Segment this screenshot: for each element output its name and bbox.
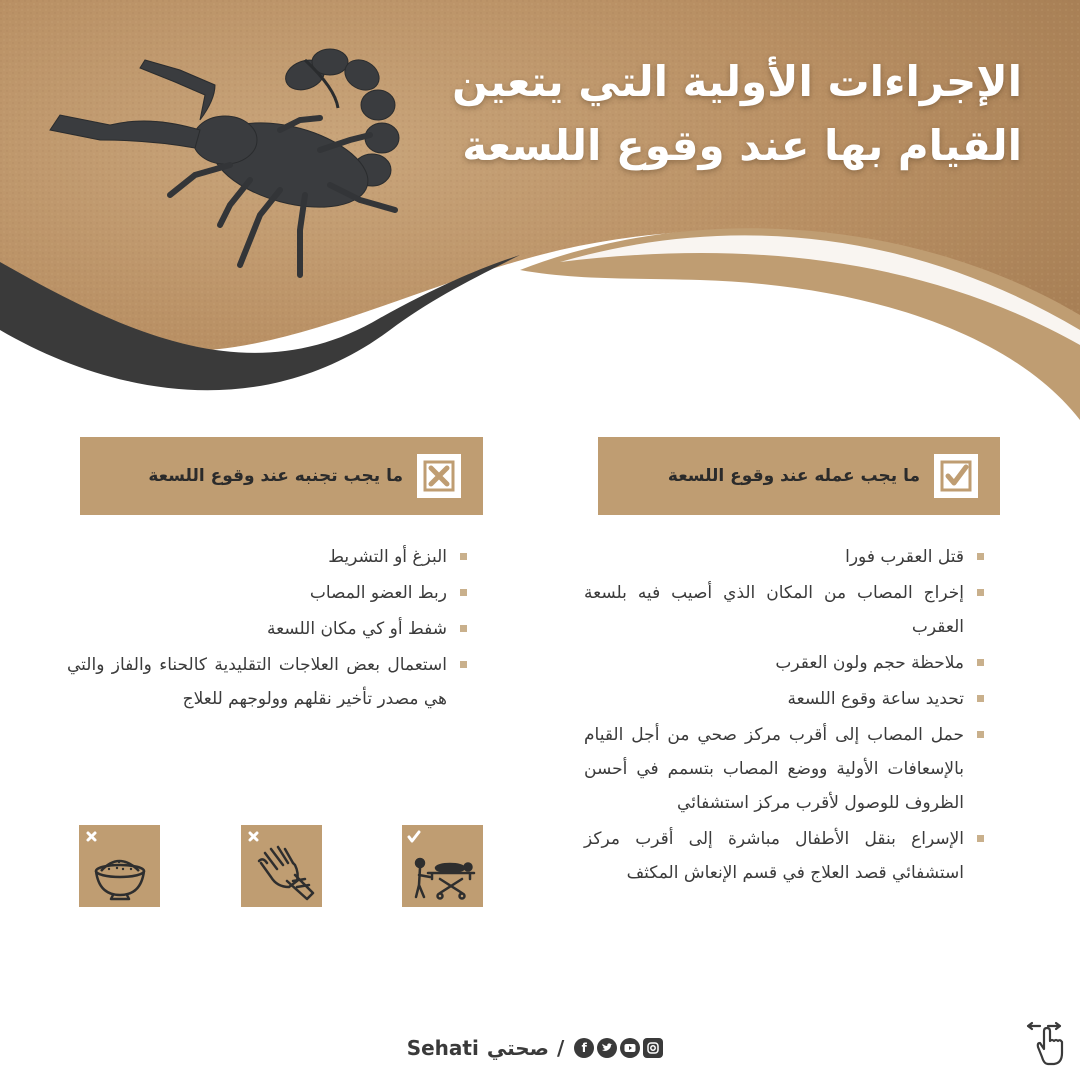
list-item <box>67 540 467 574</box>
bullet-marker <box>460 661 467 668</box>
bullet-marker <box>977 553 984 560</box>
list-item-text: حمل المصاب إلى أقرب مركز صحي من أجل القيام بالإسعافات الأولية ووضع المصاب بتسمم في أحسن الظروف للوصول لأقرب مركز استشفائي <box>584 725 964 813</box>
swipe-hand-icon[interactable] <box>1026 1017 1072 1067</box>
avoid-section-title: ما يجب تجنبه عند وقوع اللسعة <box>148 466 403 486</box>
list-item-text: تحديد ساعة وقوع اللسعة <box>787 689 964 709</box>
list-item-text: البزغ أو التشريط <box>328 547 447 567</box>
list-item-text: شفط أو كي مكان اللسعة <box>267 619 447 639</box>
checkbox-checked-icon <box>934 454 978 498</box>
list-item-text: استعمال بعض العلاجات التقليدية كالحناء والفاز والتي هي مصدر تأخير نقلهم وولوجهم للعلاج <box>67 655 447 709</box>
page-title <box>402 50 1022 178</box>
list-item-text: إخراج المصاب من المكان الذي أصيب فيه بلسعة العقرب <box>584 583 964 637</box>
list-item <box>584 646 984 680</box>
bullet-marker <box>460 589 467 596</box>
checkbox-cross-icon <box>417 454 461 498</box>
list-item <box>584 822 984 890</box>
do-section-title: ما يجب عمله عند وقوع اللسعة <box>667 466 920 486</box>
avoid-list <box>67 540 467 718</box>
list-item-text: قتل العقرب فورا <box>845 547 964 567</box>
list-item <box>584 540 984 574</box>
brand-latin: Sehati <box>406 1036 479 1060</box>
list-item-text: ربط العضو المصاب <box>309 583 447 603</box>
stretcher-tile <box>402 825 483 907</box>
hand-tie-tile <box>241 825 322 907</box>
hero-banner <box>0 0 1080 430</box>
list-item <box>584 576 984 644</box>
brand <box>407 1036 565 1060</box>
hand-tie-icon <box>241 825 322 907</box>
do-list <box>584 540 984 892</box>
bullet-marker <box>460 553 467 560</box>
brand-arabic: صحتي <box>486 1036 549 1060</box>
herb-bowl-icon <box>79 825 160 907</box>
bullet-marker <box>977 695 984 702</box>
brand-separator: / <box>556 1036 565 1060</box>
title-line-2: القيام بها عند وقوع اللسعة <box>462 121 1022 170</box>
bullet-marker <box>460 625 467 632</box>
instagram-icon[interactable] <box>643 1038 663 1058</box>
stretcher-icon <box>402 825 483 907</box>
twitter-icon[interactable] <box>597 1038 617 1058</box>
facebook-icon[interactable]: f <box>574 1038 594 1058</box>
do-section-header <box>598 437 1000 515</box>
bullet-marker <box>977 835 984 842</box>
bullet-marker <box>977 731 984 738</box>
list-item-text: ملاحظة حجم ولون العقرب <box>775 653 964 673</box>
footer <box>0 1028 1080 1068</box>
list-item <box>67 648 467 716</box>
list-item <box>67 612 467 646</box>
list-item-text: الإسراع بنقل الأطفال مباشرة إلى أقرب مركز استشفائي قصد العلاج في قسم الإنعاش المكثف <box>584 829 964 883</box>
title-line-1: الإجراءات الأولية التي يتعين <box>452 57 1022 106</box>
list-item <box>67 576 467 610</box>
bullet-marker <box>977 659 984 666</box>
list-item <box>584 718 984 820</box>
youtube-icon[interactable] <box>620 1038 640 1058</box>
herb-bowl-tile <box>79 825 160 907</box>
avoid-section-header <box>80 437 483 515</box>
bullet-marker <box>977 589 984 596</box>
social-links <box>574 1038 663 1058</box>
list-item <box>584 682 984 716</box>
